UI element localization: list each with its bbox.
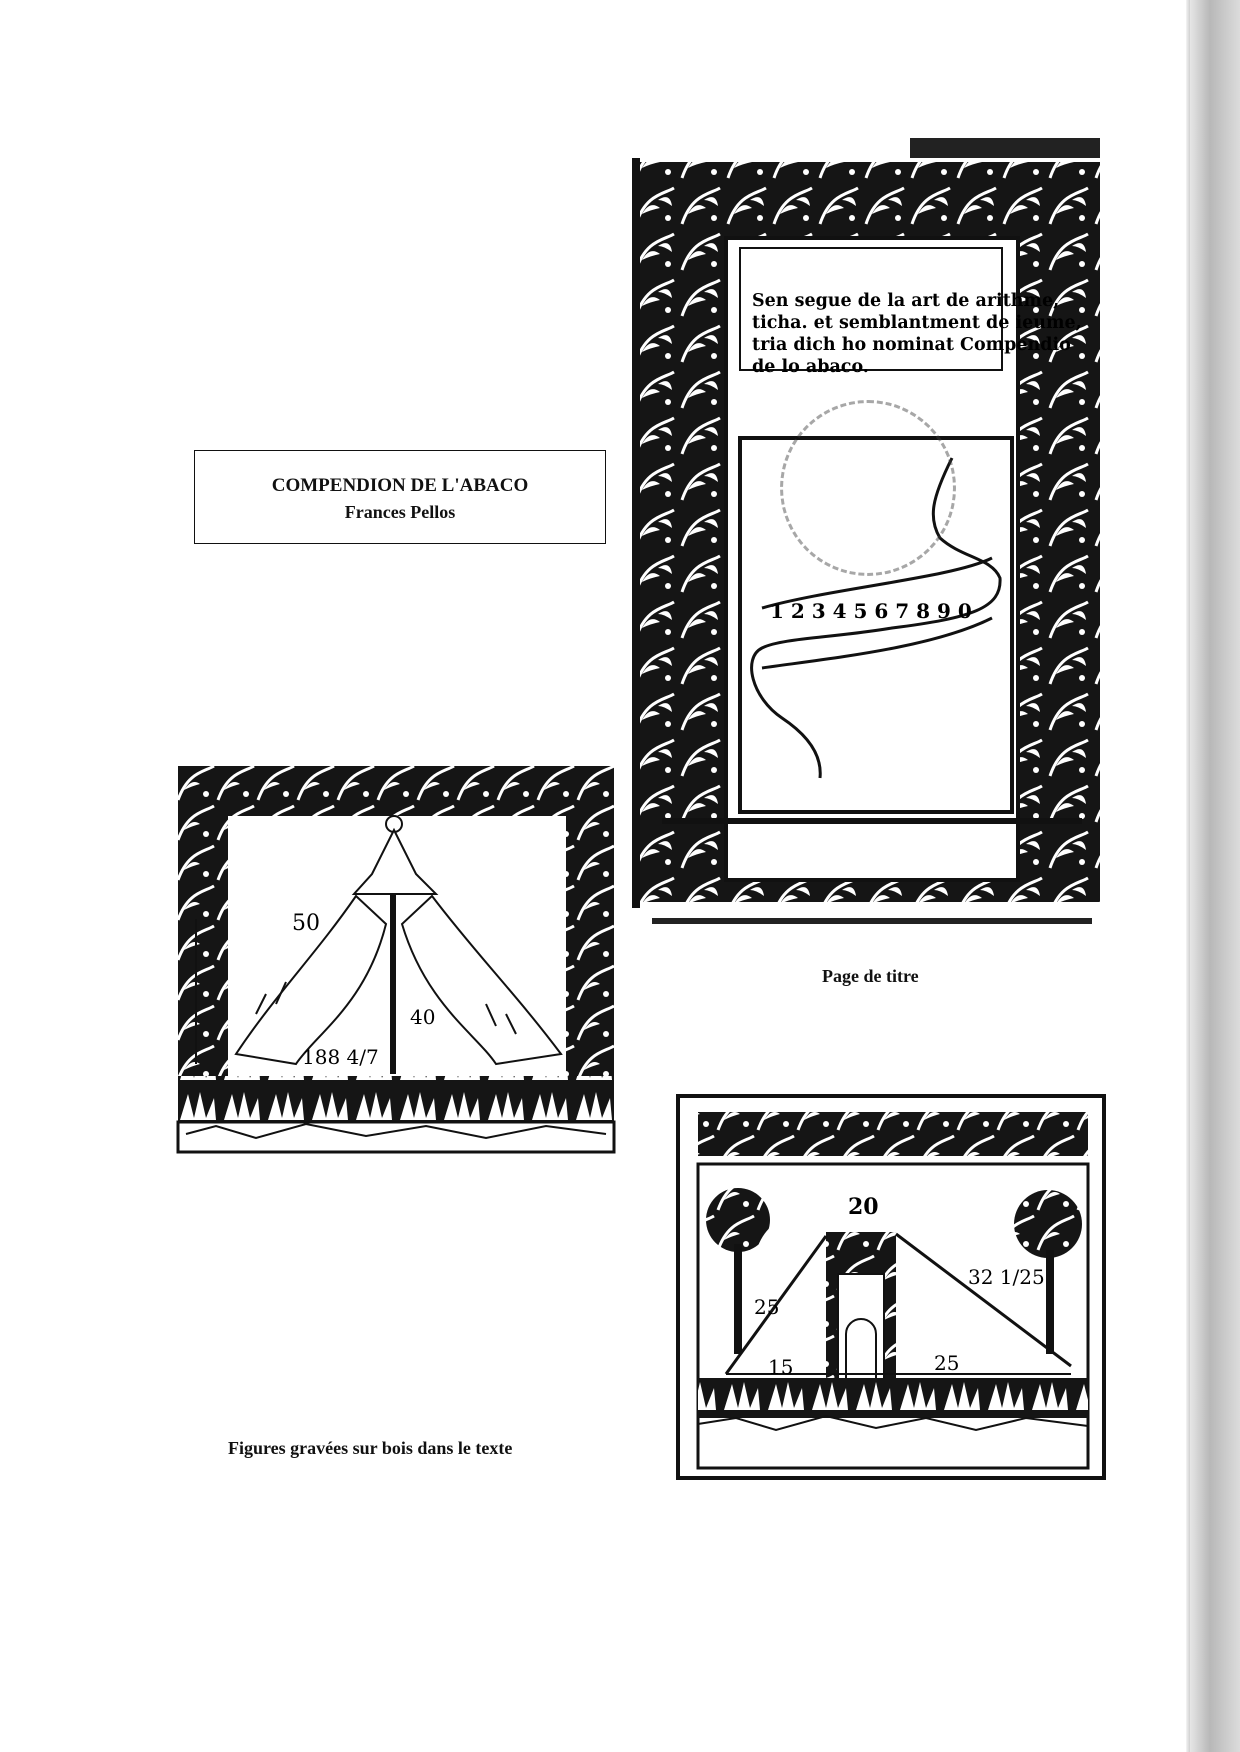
tower-woodcut	[676, 1094, 1106, 1480]
title-line-2: ticha. et semblantment de ieume,	[752, 313, 1082, 333]
tower-label-top: 20	[848, 1194, 879, 1220]
tower-label-right-base: 25	[934, 1351, 960, 1375]
heading-box	[194, 450, 606, 544]
title-line-3: tria dich ho nominat Compendio	[752, 335, 1071, 355]
library-stamp	[780, 400, 956, 576]
tower-woodcut-image	[676, 1094, 1106, 1480]
tent-label-mixed-number: 188 4/7	[302, 1045, 379, 1069]
tent-label-40: 40	[410, 1005, 436, 1029]
book-author: Frances Pellos	[344, 502, 456, 522]
tent-woodcut	[176, 764, 616, 1154]
tower-label-left-slope: 25	[754, 1295, 780, 1319]
tent-woodcut-image	[176, 764, 616, 1154]
tower-label-left-base: 15	[768, 1355, 794, 1379]
title-page-woodcut	[632, 138, 1112, 928]
caption-title-page: Page de titre	[822, 966, 919, 986]
tent-label-50: 50	[292, 911, 320, 936]
title-line-1: Sen segue de la art de arithme,	[752, 291, 1060, 311]
tower-label-right-slope: 32 1/25	[968, 1265, 1045, 1289]
book-page-edge	[1190, 0, 1240, 1752]
banner-numerals: 1 2 3 4 5 6 7 8 9 0	[770, 599, 972, 623]
title-line-4: de lo abaco.	[752, 357, 869, 377]
book-title: COMPENDION DE L'ABACO	[271, 475, 529, 496]
caption-woodcut-figures: Figures gravées sur bois dans le texte	[228, 1438, 513, 1458]
